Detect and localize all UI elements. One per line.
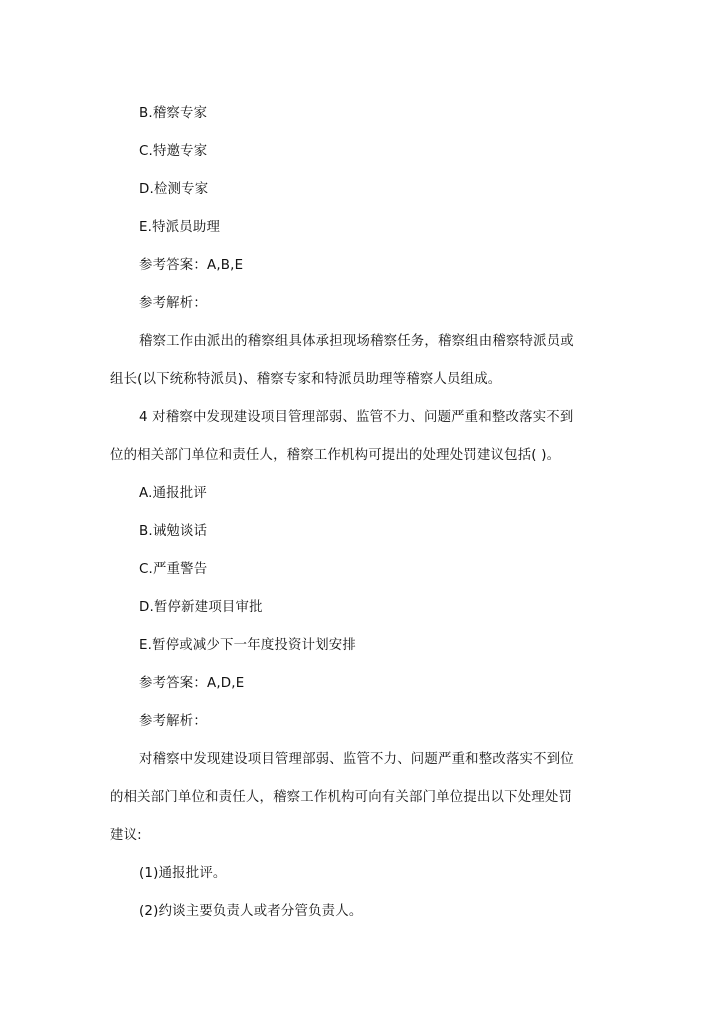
question-text-line: 4 对稽察中发现建设项目管理部弱、监管不力、问题严重和整改落实不到 [139,410,574,425]
explanation-heading: 参考解析： [139,714,207,729]
explanation-paragraph-line: 稽察工作由派出的稽察组具体承担现场稽察任务，稽察组由稽察特派员或 [139,334,574,349]
explanation-paragraph-line: 组长(以下统称特派员)、稽察专家和特派员助理等稽察人员组成。 [110,372,502,387]
option-b: B.诫勉谈话 [139,524,208,539]
explanation-paragraph-line: 对稽察中发现建设项目管理部弱、监管不力、问题严重和整改落实不到位 [139,752,574,767]
option-a: A.通报批评 [139,486,207,501]
option-d: D.暂停新建项目审批 [139,600,263,615]
option-d: D.检测专家 [139,182,209,197]
answer-line: 参考答案：A,B,E [139,258,244,273]
list-item: (2)约谈主要负责人或者分管负责人。 [139,904,363,919]
option-c: C.严重警告 [139,562,208,577]
option-c: C.特邀专家 [139,144,208,159]
option-e: E.特派员助理 [139,220,221,235]
explanation-paragraph-line: 建议: [110,828,142,843]
question-text-line: 位的相关部门单位和责任人，稽察工作机构可提出的处理处罚建议包括( )。 [110,448,561,463]
option-e: E.暂停或减少下一年度投资计划安排 [139,638,356,653]
option-b: B.稽察专家 [139,106,208,121]
explanation-paragraph-line: 的相关部门单位和责任人，稽察工作机构可向有关部门单位提出以下处理处罚 [110,790,573,805]
list-item: (1)通报批评。 [139,866,227,881]
explanation-heading: 参考解析： [139,296,207,311]
answer-line: 参考答案：A,D,E [139,676,245,691]
